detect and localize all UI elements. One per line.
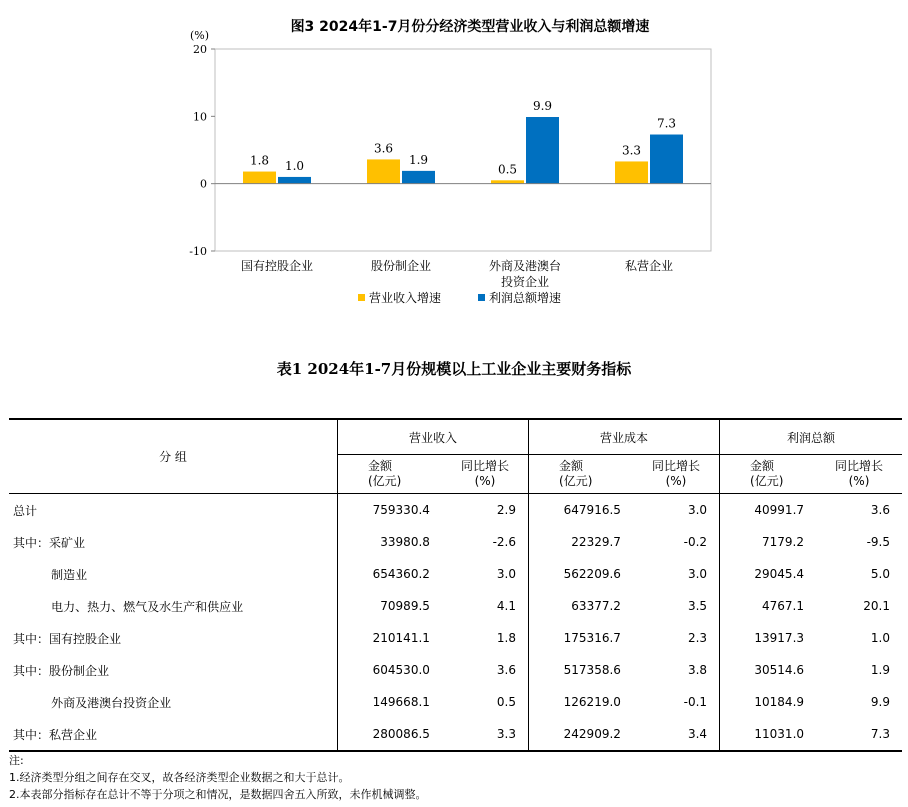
yoy-cell: -0.1: [683, 695, 708, 709]
row-label: 其中：国有控股企业: [9, 622, 338, 654]
data-label: 3.3: [621, 143, 642, 158]
legend-swatch: [358, 294, 365, 301]
bar: [650, 135, 683, 184]
category-label: 投资企业: [500, 275, 550, 289]
table-row: [9, 718, 902, 751]
yoy-cell: 5.0: [870, 567, 890, 581]
yoy-cell: 3.6: [496, 663, 517, 677]
note-line: 2.本表部分指标存在总计不等于分项之和情况，是数据四舍五入所致，未作机械调整。: [9, 788, 427, 801]
amount-cell: 4767.1: [720, 590, 816, 622]
table-row: [9, 622, 902, 654]
yoy-cell: 3.8: [687, 663, 708, 677]
category-label: 股份制企业: [370, 259, 432, 273]
row-label: 外商及港澳台投资企业: [9, 686, 338, 718]
yoy-cell: 3.5: [687, 599, 708, 613]
amount-cell: 33980.8: [380, 535, 430, 549]
amount-cell: 22329.7: [529, 526, 633, 558]
amount-cell: 40991.7: [720, 494, 816, 527]
y-axis: [189, 43, 215, 258]
section-header: 营业成本: [529, 419, 720, 455]
table-row: [9, 654, 902, 686]
legend-label: 营业收入增速: [369, 291, 442, 305]
bar: [402, 171, 435, 184]
yoy-cell: 1.8: [496, 631, 517, 645]
data-label: 3.6: [373, 141, 394, 156]
data-label: 1.8: [249, 153, 270, 168]
yoy-cell: 20.1: [863, 599, 890, 613]
yoy-cell: 3.6: [870, 503, 890, 517]
amount-header: 金额 (亿元): [720, 455, 816, 494]
amount-cell: 70989.5: [380, 599, 430, 613]
category-label: 私营企业: [624, 259, 674, 273]
table-body: [9, 494, 902, 752]
data-label: 1.0: [284, 158, 305, 173]
table-title: 表1 2024年1-7月份规模以上工业企业主要财务指标: [276, 360, 632, 378]
y-tick-label: 0: [200, 177, 207, 191]
amount-header: 金额 (亿元): [338, 455, 442, 494]
yoy-cell: 2.3: [687, 631, 708, 645]
notes: [9, 752, 427, 803]
category-label: 外商及港澳台: [488, 259, 562, 273]
row-label: 制造业: [9, 558, 338, 590]
data-label: 1.9: [408, 152, 429, 167]
yoy-cell: 3.0: [687, 503, 708, 517]
row-label: 电力、热力、燃气及水生产和供应业: [9, 590, 338, 622]
amount-cell: 242909.2: [529, 718, 633, 751]
data-label: 9.9: [532, 99, 553, 114]
table-row: [9, 590, 902, 622]
amount-cell: 7179.2: [720, 526, 816, 558]
note-line: 1.经济类型分组之间存在交叉，故各经济类型企业数据之和大于总计。: [9, 771, 350, 784]
bar: [367, 159, 400, 183]
yoy-header: 同比增长 (%): [816, 455, 902, 494]
data-label: 0.5: [497, 162, 518, 177]
row-label: 其中：采矿业: [9, 526, 338, 558]
table-row: [9, 558, 902, 590]
amount-cell: 517358.6: [529, 654, 633, 686]
y-axis-unit: (%): [190, 29, 210, 42]
amount-cell: 562209.6: [529, 558, 633, 590]
y-tick-label: 20: [193, 43, 207, 56]
chart: [0, 0, 908, 340]
yoy-cell: 9.9: [870, 695, 890, 709]
notes-label: 注:: [9, 754, 24, 767]
yoy-cell: -2.6: [492, 535, 517, 549]
yoy-cell: 3.4: [687, 727, 708, 741]
chart-title: 图3 2024年1-7月份分经济类型营业收入与利润总额增速: [290, 19, 650, 35]
row-label: 其中：私营企业: [9, 718, 338, 751]
table-row: [9, 686, 902, 718]
table-row: [9, 526, 902, 558]
amount-cell: 126219.0: [529, 686, 633, 718]
amount-cell: 759330.4: [372, 503, 430, 517]
y-tick-label: -10: [189, 245, 207, 258]
yoy-cell: 0.5: [496, 695, 517, 709]
amount-cell: 149668.1: [372, 695, 430, 709]
yoy-cell: -0.2: [683, 535, 708, 549]
yoy-header: 同比增长 (%): [442, 455, 529, 494]
yoy-cell: -9.5: [866, 535, 890, 549]
legend: [358, 290, 561, 305]
table-row: [9, 494, 902, 527]
yoy-header: 同比增长 (%): [633, 455, 720, 494]
data-label: 7.3: [656, 116, 677, 131]
amount-cell: 10184.9: [720, 686, 816, 718]
legend-swatch: [478, 294, 485, 301]
amount-cell: 647916.5: [529, 494, 633, 527]
yoy-cell: 2.9: [496, 503, 517, 517]
row-label: 其中：股份制企业: [9, 654, 338, 686]
section-header: 营业收入: [338, 419, 529, 455]
amount-cell: 11031.0: [720, 718, 816, 751]
bars: [243, 99, 683, 184]
section-header: 利润总额: [720, 419, 902, 455]
yoy-cell: 1.9: [870, 663, 890, 677]
bar: [243, 172, 276, 184]
group-header: 分 组: [9, 419, 338, 494]
financial-table: [9, 418, 902, 752]
bar: [526, 117, 559, 184]
amount-cell: 210141.1: [372, 631, 430, 645]
amount-cell: 29045.4: [720, 558, 816, 590]
yoy-cell: 1.0: [870, 631, 890, 645]
bar: [278, 177, 311, 184]
amount-cell: 30514.6: [720, 654, 816, 686]
x-axis: [241, 258, 673, 289]
yoy-cell: 3.3: [496, 727, 517, 741]
amount-cell: 280086.5: [372, 727, 430, 741]
amount-cell: 13917.3: [720, 622, 816, 654]
yoy-cell: 4.1: [496, 599, 517, 613]
amount-cell: 175316.7: [529, 622, 633, 654]
amount-cell: 63377.2: [529, 590, 633, 622]
bar: [491, 180, 524, 183]
legend-label: 利润总额增速: [489, 291, 562, 305]
yoy-cell: 7.3: [870, 727, 890, 741]
bar: [615, 161, 648, 183]
amount-cell: 604530.0: [372, 663, 430, 677]
yoy-cell: 3.0: [496, 567, 517, 581]
amount-cell: 654360.2: [372, 567, 430, 581]
amount-header: 金额 (亿元): [529, 455, 633, 494]
yoy-cell: 3.0: [687, 567, 708, 581]
y-tick-label: 10: [193, 110, 207, 124]
row-label: 总计: [9, 494, 338, 527]
category-label: 国有控股企业: [240, 259, 314, 273]
